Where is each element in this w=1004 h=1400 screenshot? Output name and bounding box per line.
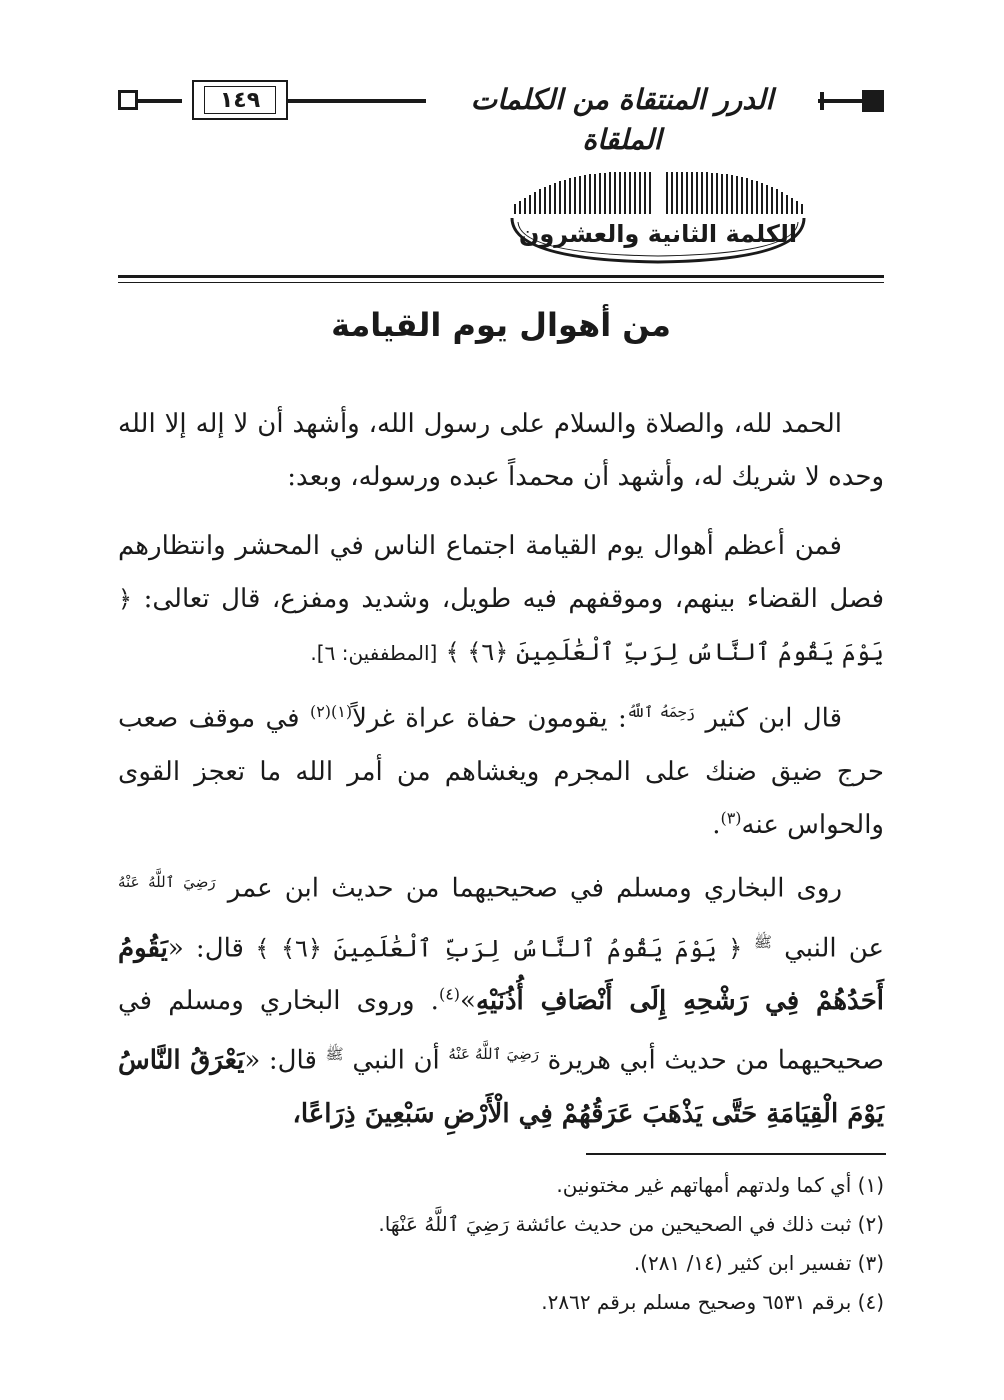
paragraph-3-text: قال ابن كثير xyxy=(705,703,843,734)
page-number-frame xyxy=(192,80,288,120)
footnote: (١) أي كما ولدتهم أمهاتهم غير مختونين. xyxy=(556,1173,884,1197)
hadith-text: يَعْرَقُ النَّاسُ يَوْمَ الْقِيَامَةِ حَتَّى يَذْهَبَ عَرَقُهُمْ فِي الْأَرْضِ سَبْعِينَ ذِرَاعًا، xyxy=(118,1045,884,1129)
paragraph-3-text: . xyxy=(712,809,721,840)
paragraph-2-text: فمن أعظم أهوال يوم القيامة اجتماع الناس في المحشر وانتظارهم فصل القضاء بينهم، وموقفهم فيه طويل، وشديد ومفزع، قال تعالى: xyxy=(118,531,885,614)
section-badge xyxy=(508,170,808,270)
title-rule-thin xyxy=(118,282,884,283)
section-label: الكلمة الثانية والعشرون xyxy=(518,220,798,248)
header-ornament-square xyxy=(862,90,884,112)
honorific: ﷺ xyxy=(325,1045,344,1064)
page-number: ١٤٩ xyxy=(204,86,276,114)
header-ornament-square xyxy=(118,90,138,110)
page-header xyxy=(118,78,884,156)
book-title: الدرر المنتقاة من الكلمات الملقاة xyxy=(426,80,818,160)
hadith-text: يَقُومُ أَحَدُهُمْ فِي رَشْحِهِ إِلَى أَنْصَافِ أُذُنَيْهِ xyxy=(118,933,884,1017)
paragraph-4-text: روى البخاري ومسلم في صحيحيهما من حديث ابن عمر xyxy=(227,873,843,904)
footnote: (٢) ثبت ذلك في الصحيحين من حديث عائشة رَضِيَ ٱللَّهُ عَنْهَا. xyxy=(378,1212,884,1236)
chapter-title: من أهوال يوم القيامة xyxy=(331,306,671,344)
paragraph-4-text: قال: « xyxy=(244,1045,326,1076)
footnote-ref[interactable]: (٤) xyxy=(438,984,461,1004)
paragraph-2 xyxy=(118,520,884,680)
honorific: ﷺ xyxy=(753,932,772,951)
paragraph-4-text: أن النبي xyxy=(352,1045,449,1076)
honorific: رَحِمَهُ ٱللَّهُ xyxy=(626,703,696,721)
quran-verse: ﴿ يَوْمَ يَقُومُ ٱلنَّاسُ لِرَبِّ ٱلْعَٰلَمِينَ ﴿٦﴾ ﴾ xyxy=(118,585,884,666)
header-rule-left xyxy=(138,99,182,103)
footnote-ref[interactable]: (١)(٢) xyxy=(309,702,353,721)
paragraph-3 xyxy=(118,686,884,852)
paragraph-4-text: عن النبي xyxy=(784,933,884,964)
paragraph-4-text: . وروى البخاري ومسلم في صحيحيهما من حديث أبي هريرة xyxy=(118,986,885,1076)
footnote-separator xyxy=(586,1153,886,1155)
footnote: (٤) برقم ٦٥٣١ وصحيح مسلم برقم ٢٨٦٢. xyxy=(541,1290,884,1314)
footnotes xyxy=(118,1166,884,1322)
verse-reference: [المطففين: ٦]. xyxy=(310,641,438,665)
header-rule-middle xyxy=(288,99,438,103)
honorific: رَضِيَ ٱللَّهُ عَنْهُ xyxy=(448,1045,540,1064)
quran-verse: ﴿ يَوْمَ يَقُومُ ٱلنَّاسُ لِرَبِّ ٱلْعَٰلَمِينَ ﴿٦﴾ ﴾ xyxy=(243,934,754,963)
paragraph-4-text: » xyxy=(460,986,476,1017)
honorific: رَضِيَ ٱللَّهُ عَنْهُ xyxy=(118,873,216,891)
footnote-ref[interactable]: (٣) xyxy=(720,808,742,827)
header-tick xyxy=(820,92,824,110)
paragraph-4-text: قال: « xyxy=(167,933,244,964)
footnote: (٣) تفسير ابن كثير (١٤/ ٢٨١). xyxy=(633,1251,884,1275)
paragraph-4 xyxy=(118,856,884,1141)
paragraph-1: الحمد لله، والصلاة والسلام على رسول الله، وأشهد أن لا إله إلا الله وحده لا شريك له، وأشهد أن محمداً عبده ورسوله، وبعد: xyxy=(118,409,884,492)
paragraph-3-text: في موقف صعب حرج ضيق ضنك على المجرم ويغشاهم من أمر الله ما تعجز القوى والحواس عنه xyxy=(118,703,884,840)
title-rule xyxy=(118,275,884,278)
paragraph-3-text: : يقومون حفاة عراة غرلاً xyxy=(352,703,627,734)
badge-ornament-arc xyxy=(508,208,808,268)
